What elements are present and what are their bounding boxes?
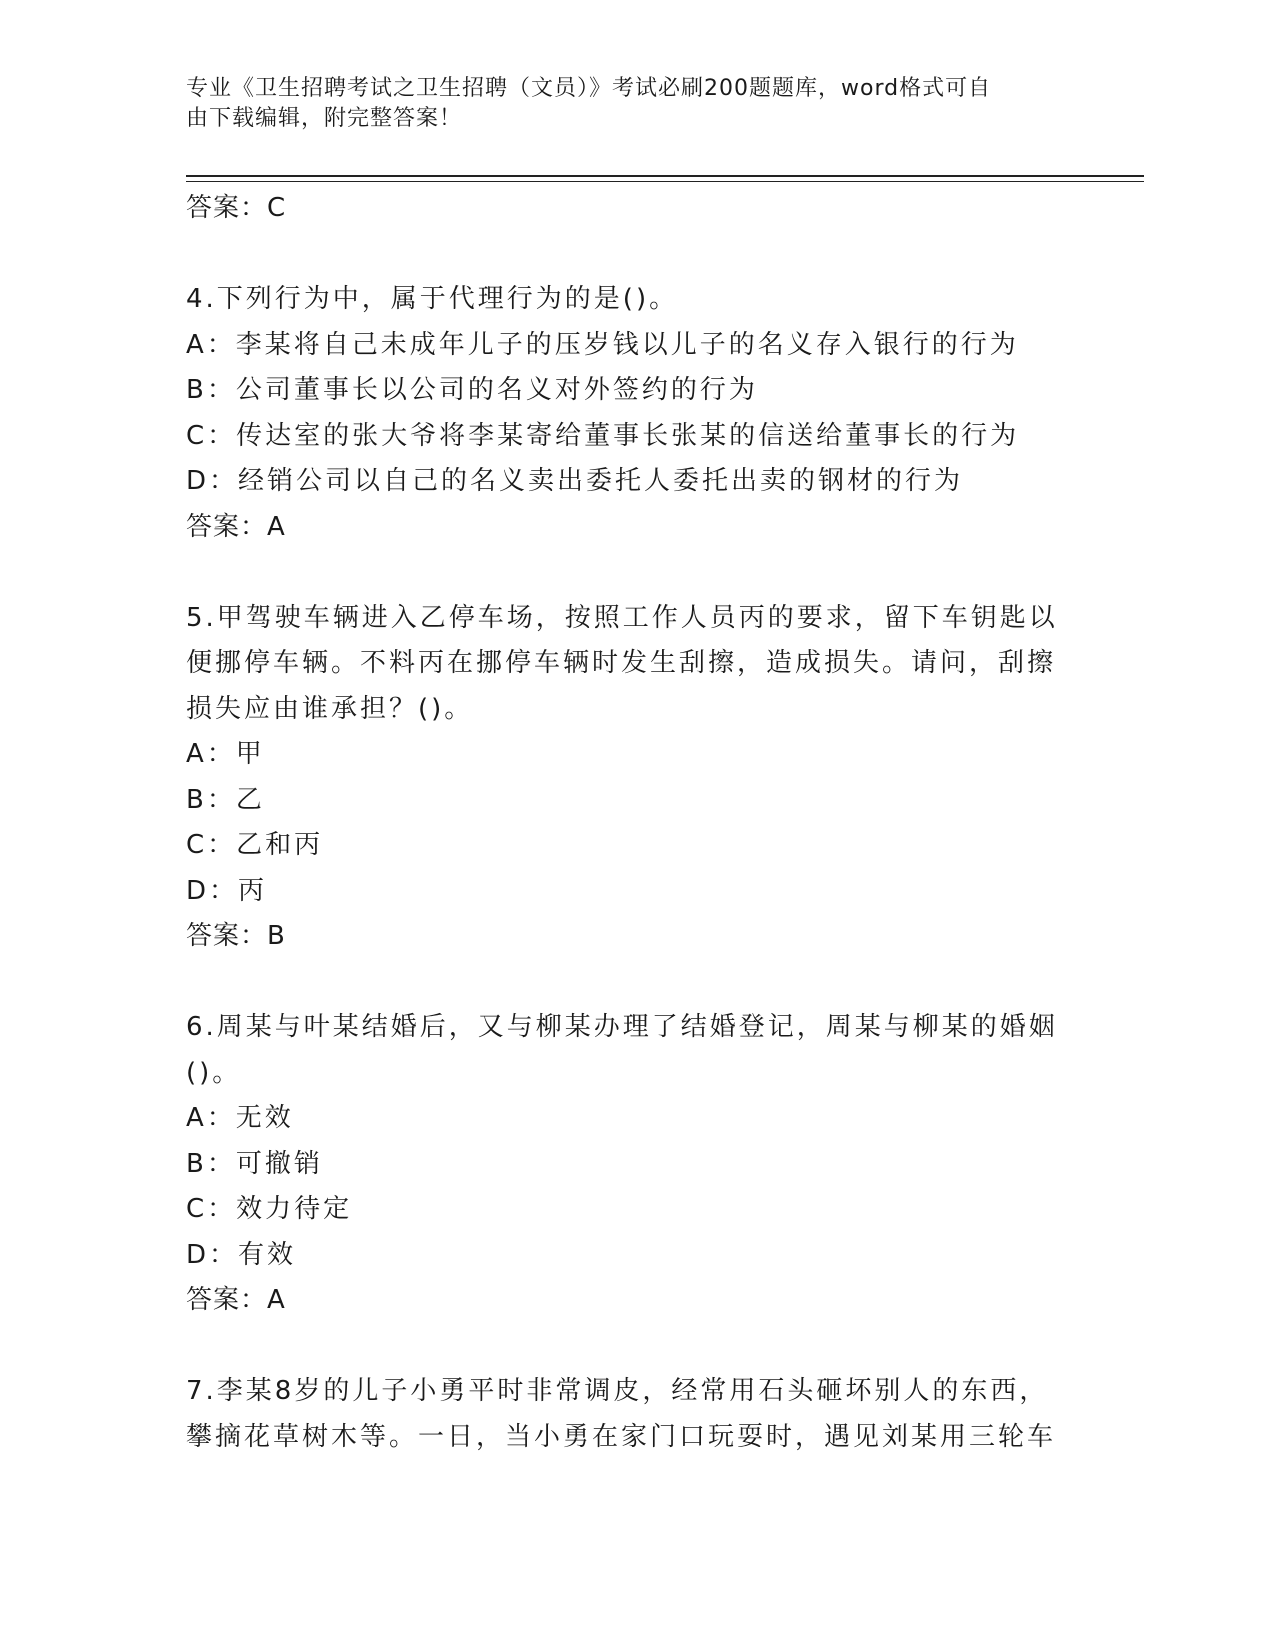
spacer	[186, 1324, 1066, 1370]
spacer	[186, 232, 1066, 278]
option-b: B：乙	[186, 784, 265, 815]
option-d: D：丙	[186, 875, 268, 906]
question-stem: 损失应由谁承担？()。	[186, 693, 474, 724]
question-stem: 6.周某与叶某结婚后，又与柳某办理了结婚登记，周某与柳某的婚姻	[186, 1012, 1058, 1042]
question-stem: 5.甲驾驶车辆进入乙停车场，按照工作人员丙的要求，留下车钥匙以	[186, 602, 1058, 633]
previous-answer: 答案：C	[186, 193, 287, 223]
question-stem: ()。	[186, 1057, 242, 1088]
question-answer: 答案：A	[186, 1285, 286, 1315]
document-header	[186, 74, 1066, 134]
header-divider-thin	[186, 181, 1144, 182]
question-6	[186, 1005, 1066, 1324]
header-title-line-2: 由下载编辑，附完整答案！	[186, 106, 463, 131]
option-a: A：甲	[186, 739, 265, 769]
question-stem: 攀摘花草树木等。一日，当小勇在家门口玩耍时，遇见刘某用三轮车	[186, 1421, 1057, 1452]
question-stem: 4.下列行为中，属于代理行为的是()。	[186, 284, 679, 314]
question-4	[186, 277, 1066, 550]
spacer	[186, 550, 1066, 596]
option-c: C：乙和丙	[186, 830, 324, 860]
option-c: C：传达室的张大爷将李某寄给董事长张某的信送给董事长的行为	[186, 420, 1020, 451]
question-stem: 7.李某8岁的儿子小勇平时非常调皮，经常用石头砸坏别人的东西，	[186, 1376, 1049, 1406]
document-body	[186, 186, 1066, 1460]
option-d: D：经销公司以自己的名义卖出委托人委托出卖的钢材的行为	[186, 466, 964, 496]
question-7	[186, 1369, 1066, 1460]
option-b: B：公司董事长以公司的名义对外签约的行为	[186, 375, 758, 405]
option-a: A：无效	[186, 1103, 294, 1133]
question-stem: 便挪停车辆。不料丙在挪停车辆时发生刮擦，造成损失。请问，刮擦	[186, 648, 1057, 678]
spacer	[186, 960, 1066, 1006]
question-answer: 答案：B	[186, 921, 286, 951]
question-5	[186, 596, 1066, 960]
question-answer: 答案：A	[186, 511, 286, 542]
option-b: B：可撤销	[186, 1148, 323, 1179]
header-divider-thick	[186, 175, 1144, 177]
option-d: D：有效	[186, 1239, 297, 1270]
option-c: C：效力待定	[186, 1194, 353, 1224]
header-title-line-1: 专业《卫生招聘考试之卫生招聘（文员）》考试必刷200题题库，word格式可自	[186, 76, 992, 101]
option-a: A：李某将自己未成年儿子的压岁钱以儿子的名义存入银行的行为	[186, 329, 1019, 360]
